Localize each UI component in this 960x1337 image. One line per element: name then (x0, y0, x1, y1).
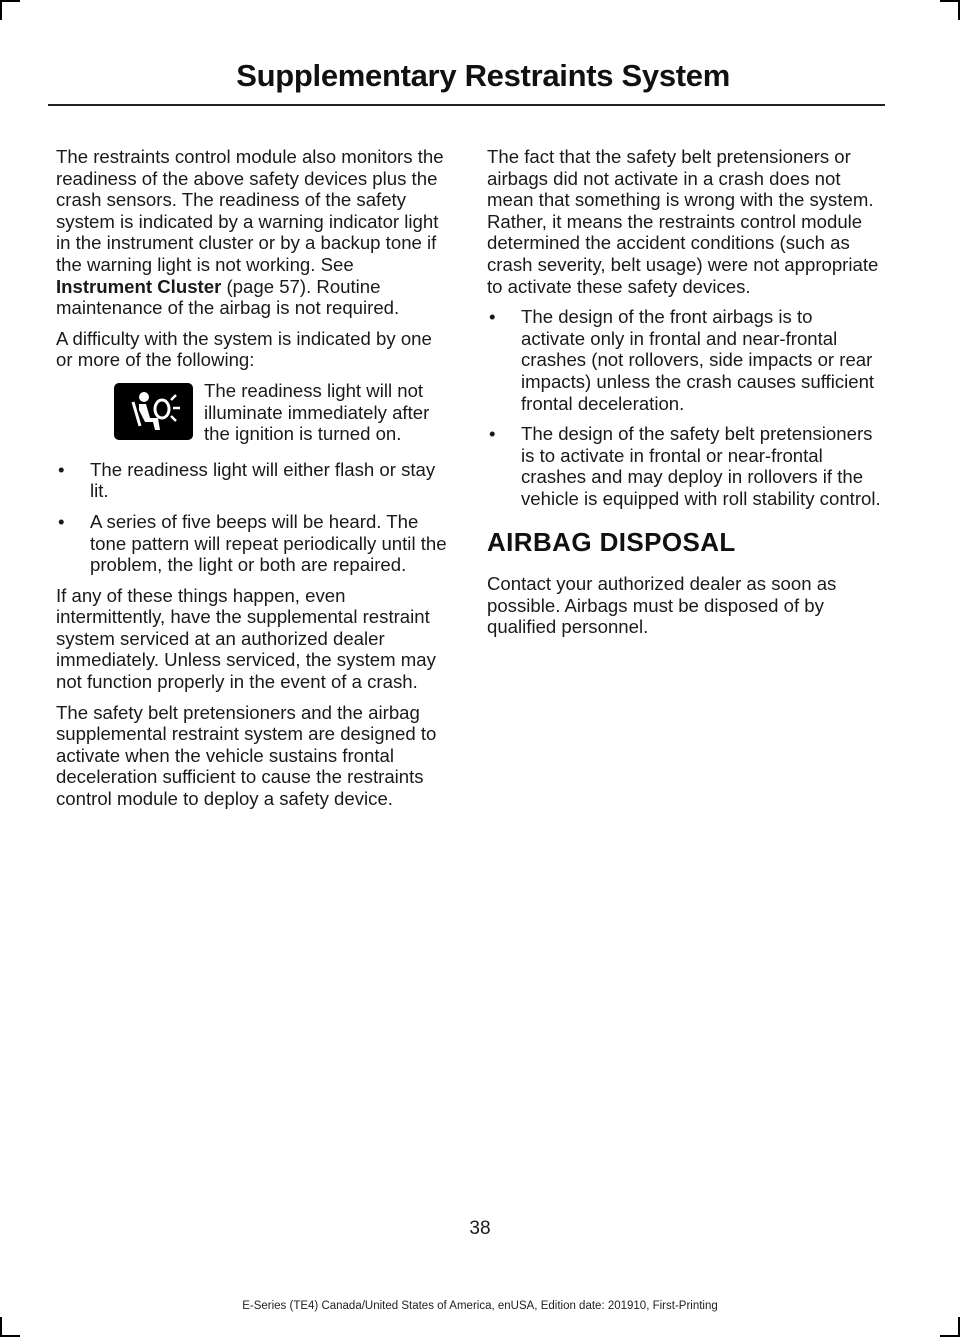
crop-mark (0, 0, 20, 2)
warning-light-text: The readiness light will not illuminate immediately after the ignition is turned on. (204, 379, 430, 445)
crop-mark (940, 0, 960, 2)
airbag-warning-icon (114, 383, 193, 440)
paragraph: A difficulty with the system is indicated by one or more of the following: (56, 327, 432, 371)
instrument-cluster-link[interactable]: Instrument Cluster (56, 275, 222, 297)
paragraph-text: The restraints control module also monitors the readiness of the above safety devices plus the crash sensors. The readiness of the safety system is indicated by a warning indicator light in the instrument cluster or by a backup tone if the warning light is not working. See (56, 146, 444, 275)
bullet-list (56, 459, 448, 576)
paragraph: Contact your authorized dealer as soon as possible. Airbags must be disposed of by qualified personnel. (487, 573, 837, 638)
list-item: • The readiness light will either flash or stay lit. (56, 459, 448, 502)
paragraph: The fact that the safety belt pretensioners or airbags did not activate in a crash does not mean that something is wrong with the system. Rather, it means the restraints control module determined the accident conditions (such as crash severity, belt usage) were not appropriate to activate these safety devices. (487, 146, 879, 297)
paragraph-text: (page 57). Routine maintenance of the airbag is not required. (56, 275, 400, 319)
crop-mark (0, 0, 2, 20)
section-heading: AIRBAG DISPOSAL (487, 526, 736, 557)
paragraph (56, 146, 448, 319)
warning-light-row (56, 380, 448, 445)
paragraph: If any of these things happen, even intermittently, have the supplemental restraint system serviced at an authorized dealer immediately. Unless serviced, the system may not function properly in the event of a crash. (56, 584, 436, 693)
paragraph: The safety belt pretensioners and the airbag supplemental restraint system are designed to activate when the vehicle sustains frontal deceleration sufficient to cause the restraints control module to deploy a safety device. (56, 701, 437, 810)
crop-mark (0, 1317, 2, 1337)
left-column (56, 146, 448, 819)
footer-text: E-Series (TE4) Canada/United States of America, enUSA, Edition date: 201910, First-Printing (242, 1300, 718, 1312)
list-item: • The design of the safety belt pretensioners is to activate in frontal or near-frontal crashes and may deploy in rollovers if the vehicle is equipped with roll stability control. (487, 423, 881, 509)
right-column (487, 146, 881, 647)
header-rule (48, 104, 885, 106)
list-item: • A series of five beeps will be heard. The tone pattern will repeat periodically until the problem, the light or both are repaired. (56, 511, 448, 576)
list-item: • The design of the front airbags is to activate only in frontal and near-frontal crashes (not rollovers, side impacts or rear impacts) unless the crash causes sufficient frontal deceleration. (487, 306, 881, 414)
page-title: Supplementary Restraints System (236, 58, 730, 93)
page-number: 38 (469, 1218, 491, 1239)
bullet-list (487, 306, 881, 509)
